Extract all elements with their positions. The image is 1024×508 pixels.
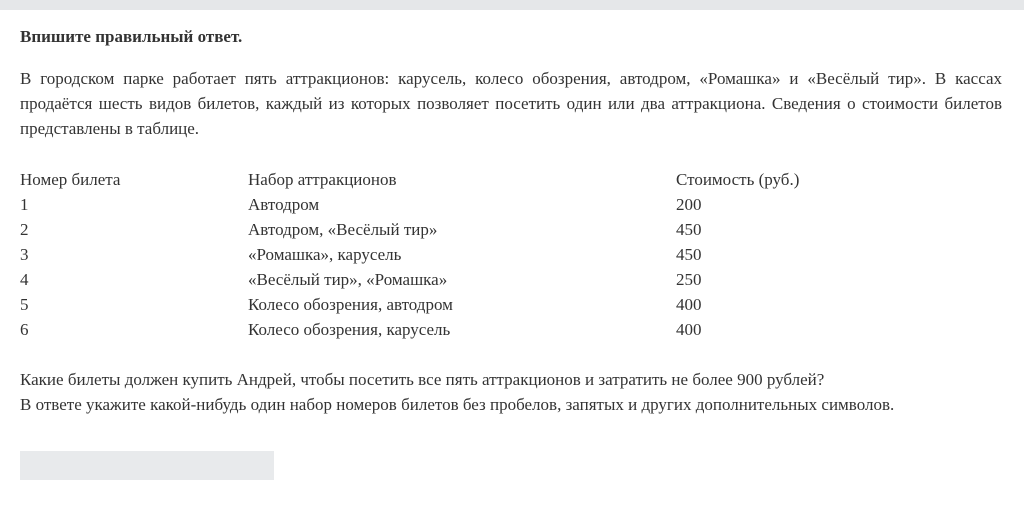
ticket-attractions: «Весёлый тир», «Ромашка» [248,270,448,289]
header-cost: Стоимость (руб.) [676,170,800,189]
table-row [20,317,876,342]
table-row [20,267,876,292]
header-attractions: Набор аттракционов [248,170,397,189]
table-row [20,242,876,267]
ticket-attractions: Автодром [248,195,320,214]
ticket-cost: 450 [676,220,702,239]
question-line-1: Какие билеты должен купить Андрей, чтобы посетить все пять аттракционов и затратить не более 900 рублей? [20,370,825,389]
task-content [20,27,1002,417]
header-ticket-number: Номер билета [20,170,121,189]
table-row [20,192,876,217]
answer-input[interactable] [20,451,274,480]
table-row [20,217,876,242]
ticket-cost: 400 [676,320,702,339]
ticket-attractions: «Ромашка», карусель [248,245,402,264]
table-header-row [20,167,876,192]
ticket-number: 3 [20,245,29,264]
ticket-cost: 400 [676,295,702,314]
task-instruction: Впишите правильный ответ. [20,27,243,46]
ticket-attractions: Колесо обозрения, карусель [248,320,451,339]
ticket-number: 4 [20,270,29,289]
question-line-2: В ответе укажите какой-нибудь один набор номеров билетов без пробелов, запятых и других дополнительных символов. [20,395,895,414]
ticket-cost: 450 [676,245,702,264]
table-row [20,292,876,317]
ticket-number: 1 [20,195,29,214]
ticket-cost: 200 [676,195,702,214]
tickets-table [20,167,876,342]
ticket-attractions: Колесо обозрения, автодром [248,295,453,314]
task-intro: В городском парке работает пять аттракционов: карусель, колесо обозрения, автодром, «Ромашка» и «Весёлый тир». В кассах продаётся шесть видов билетов, каждый из которых позволяет посетить один или два аттракциона. Сведения о стоимости билетов представлены в таблице. [20,69,1002,138]
task-question [20,367,1002,417]
ticket-number: 2 [20,220,29,239]
ticket-cost: 250 [676,270,702,289]
ticket-attractions: Автодром, «Весёлый тир» [248,220,438,239]
ticket-number: 6 [20,320,29,339]
top-bar [0,0,1024,10]
ticket-number: 5 [20,295,29,314]
